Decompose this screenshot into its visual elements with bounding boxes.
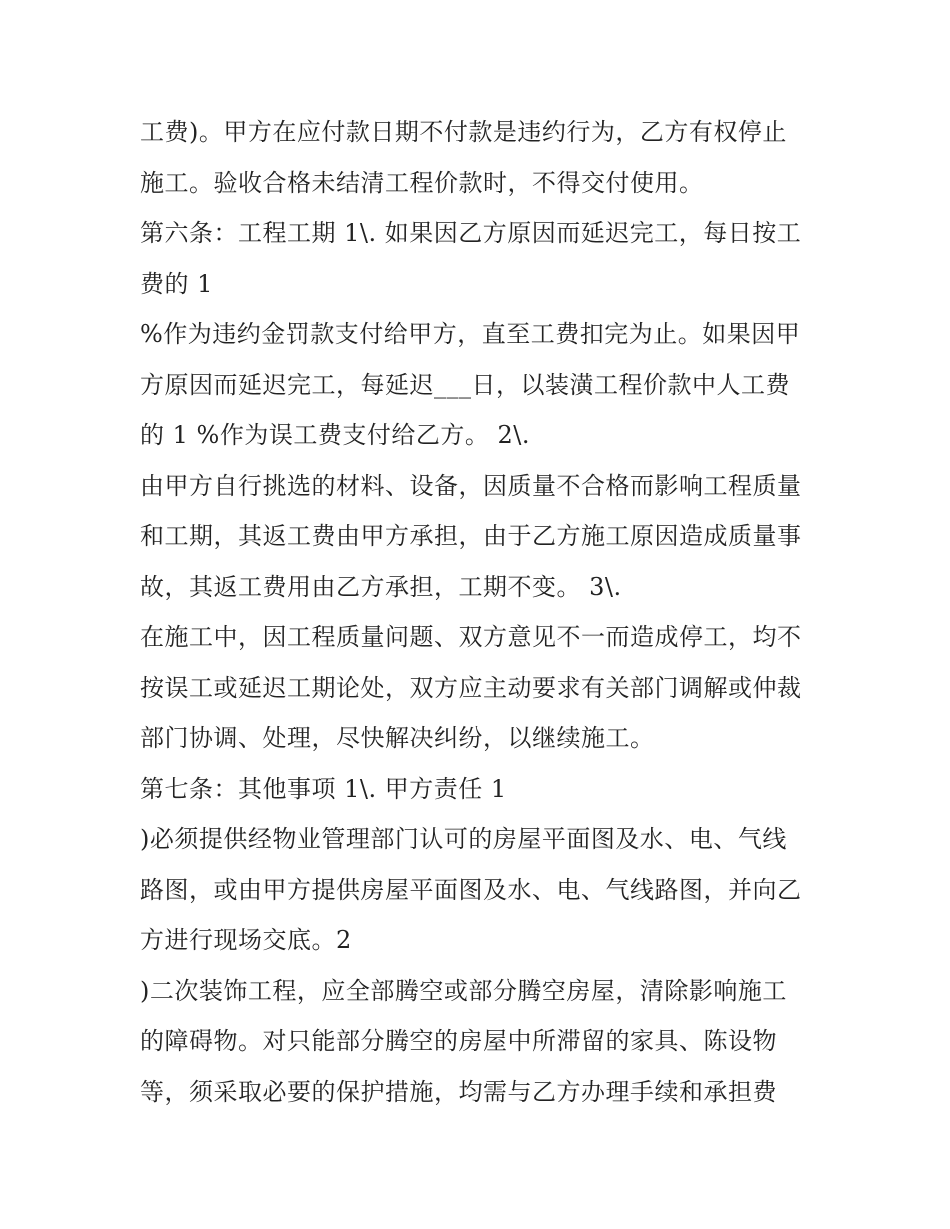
text-line: 的障碍物。对只能部分腾空的房屋中所滞留的家具、陈设物 [140,1027,777,1055]
text-line: 由甲方自行挑选的材料、设备，因质量不合格而影响工程质量 [140,471,802,500]
text-line: %作为违约金罚款支付给甲方，直至工费扣完为止。如果因甲 [140,320,801,348]
text-line: 和工期，其返工费由甲方承担，由于乙方施工原因造成质量事 [140,522,802,550]
contract-text-body [140,107,830,1117]
text-line: )必须提供经物业管理部门认可的房屋平面图及水、电、气线 [140,825,787,853]
text-line: 按误工或延迟工期论处，双方应主动要求有关部门调解或仲裁 [140,673,802,702]
text-line: 方原因而延迟完工，每延迟___日，以装潢工程价款中人工费 [140,370,790,399]
text-line: 方进行现场交底。2 [140,926,352,954]
text-line: 施工。验收合格未结清工程价款时，不得交付使用。 [140,168,704,197]
text-line: )二次装饰工程，应全部腾空或部分腾空房屋，清除影响施工 [140,976,787,1005]
text-line: 工费)。甲方在应付款日期不付款是违约行为，乙方有权停止 [140,118,787,146]
text-line: 在施工中，因工程质量问题、双方意见不一而造成停工，均不 [140,623,802,651]
text-line: 费的 1 [140,269,213,298]
text-line: 的 1 %作为误工费支付给乙方。 2\. [140,421,530,449]
text-line: 部门协调、处理，尽快解决纠纷，以继续施工。 [140,724,655,752]
text-line: 路图，或由甲方提供房屋平面图及水、电、气线路图，并向乙 [140,875,802,904]
text-line: 故，其返工费用由乙方承担，工期不变。 3\. [140,572,622,601]
text-line: 第七条：其他事项 1\. 甲方责任 1 [140,774,507,803]
text-line: 等，须采取必要的保护措施，均需与乙方办理手续和承担费 [140,1077,777,1106]
text-line: 第六条：工程工期 1\. 如果因乙方原因而延迟完工，每日按工 [140,219,802,247]
